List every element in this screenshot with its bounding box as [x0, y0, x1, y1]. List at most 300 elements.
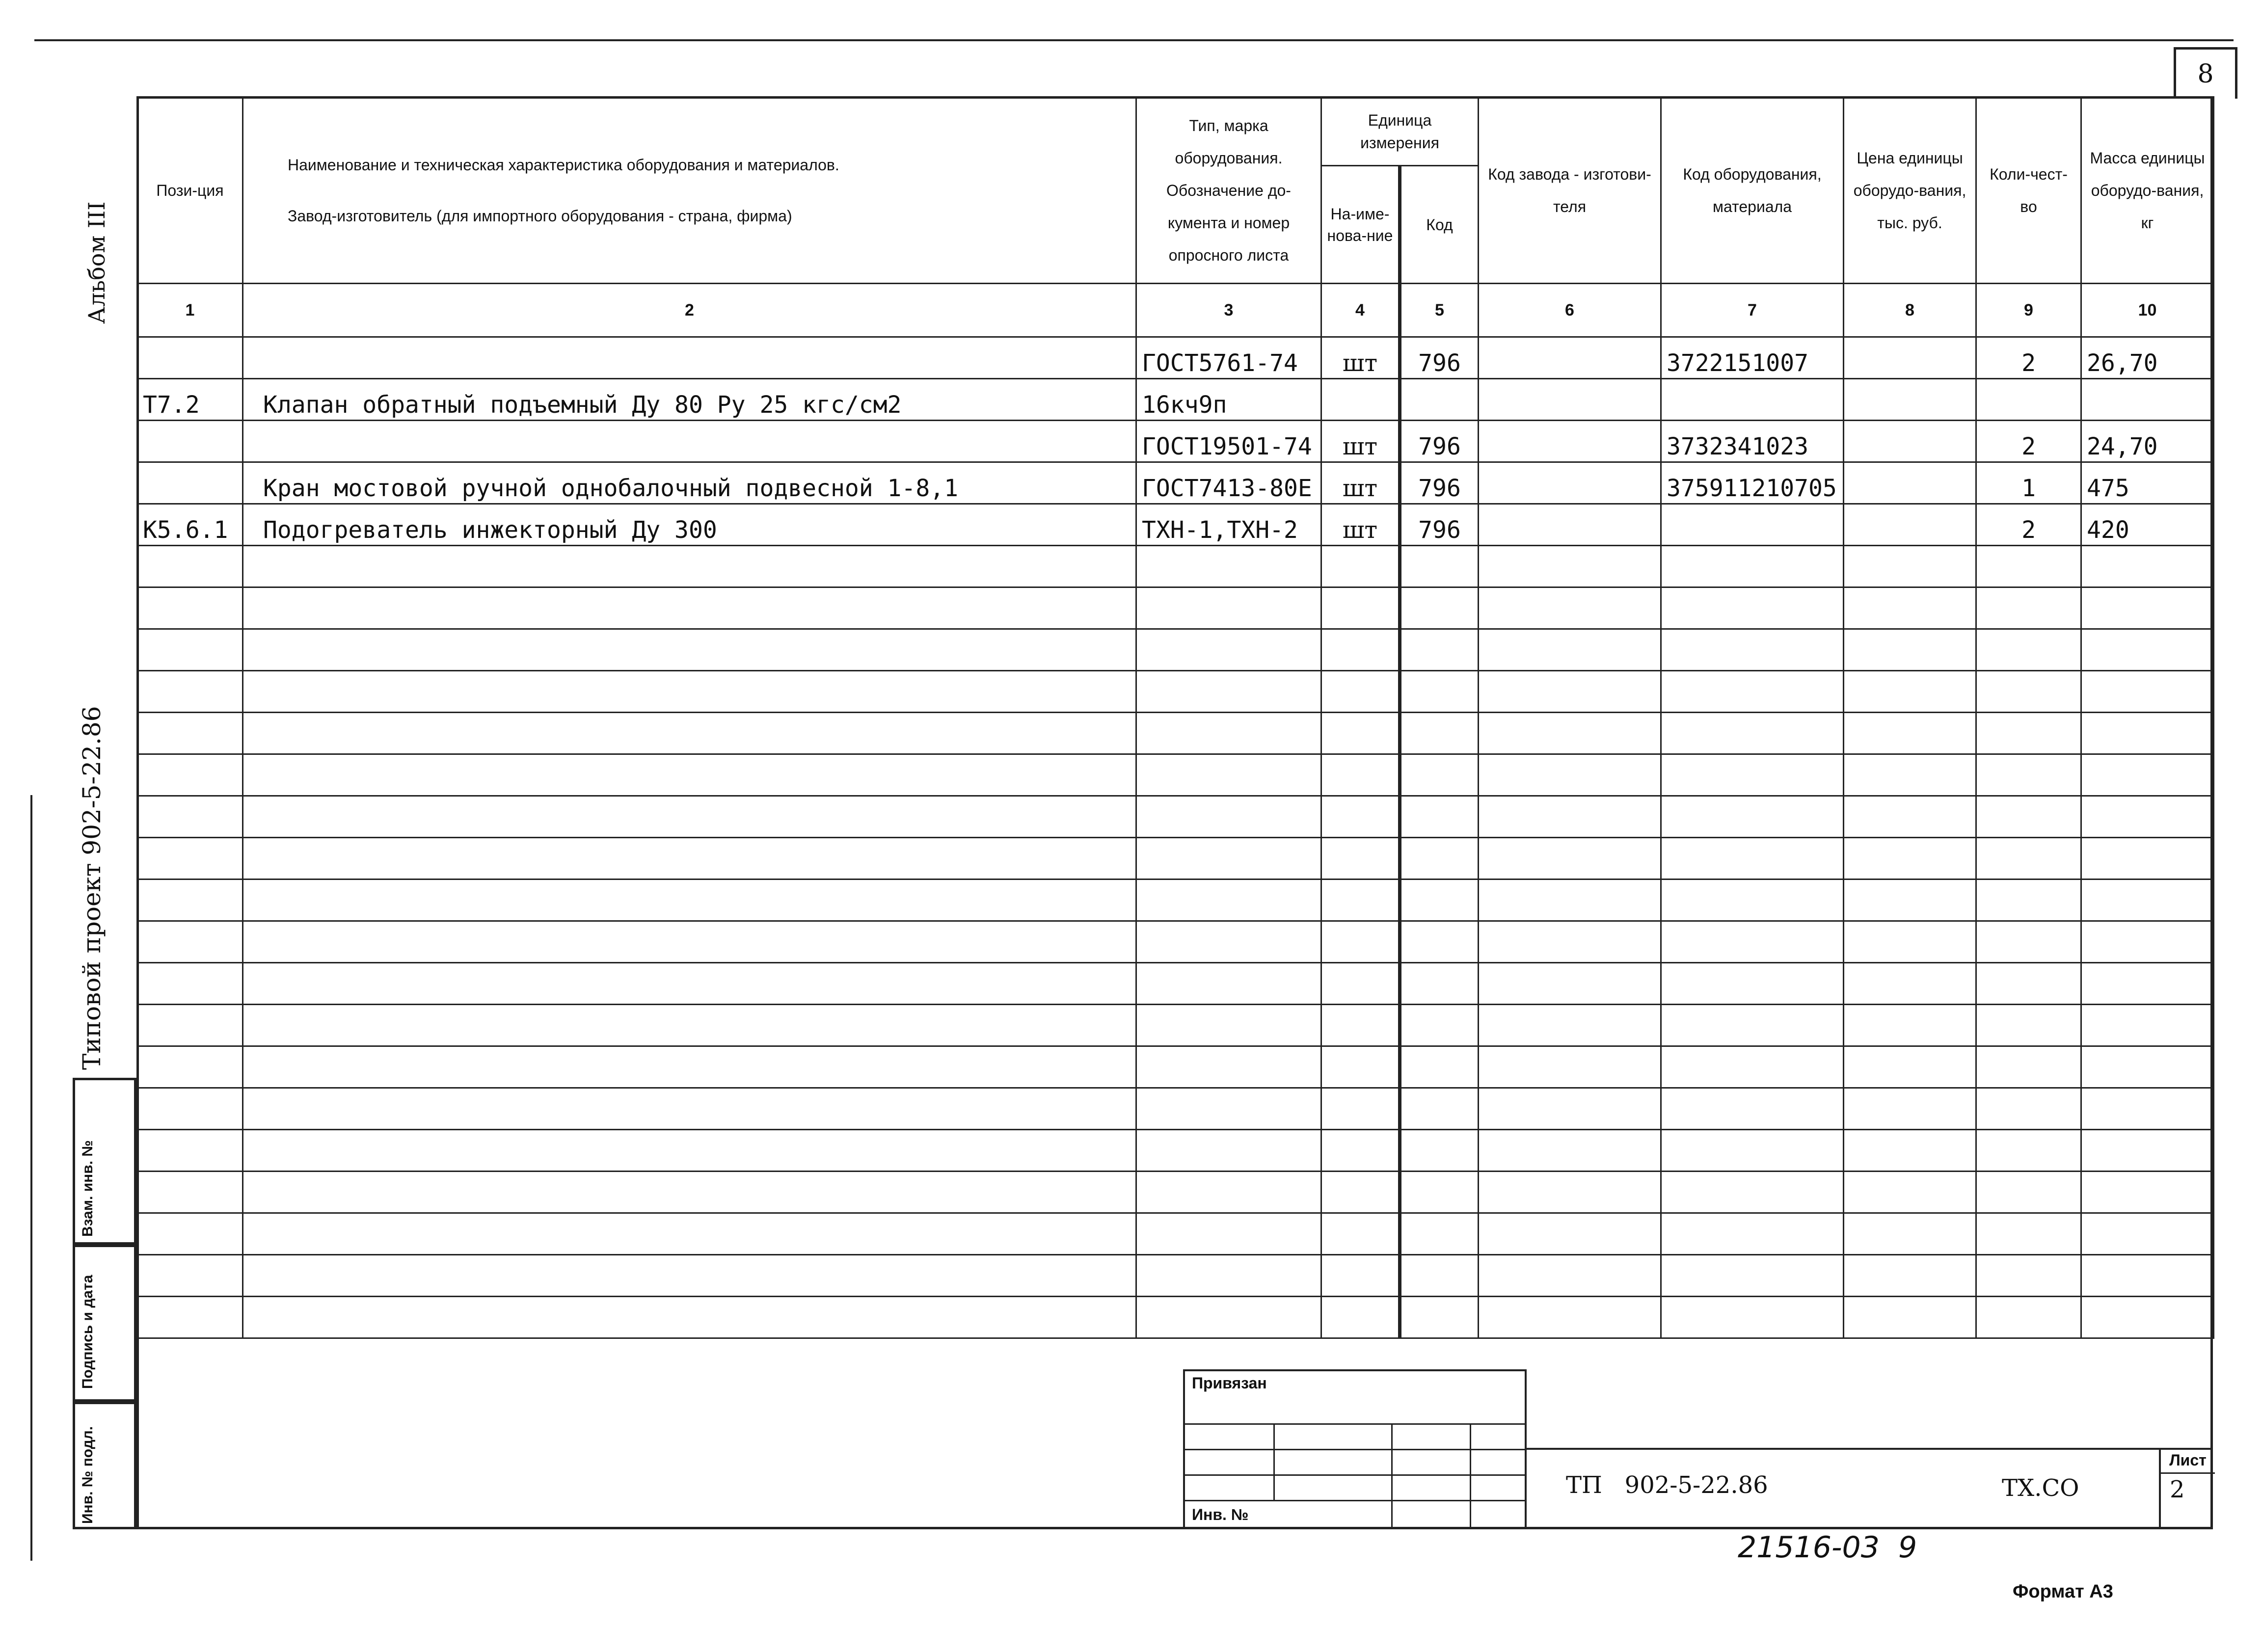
cell-name: Кран мостовой ручной однобалочный подвесной 1-8,1 — [243, 462, 1136, 504]
cell-factory — [1479, 337, 1661, 379]
cell-name — [243, 963, 1136, 1005]
left-margin-line — [30, 795, 32, 1561]
handwritten-number: 21516-03 9 — [1738, 1530, 1917, 1565]
cell-mass — [2081, 713, 2214, 754]
col-number: 6 — [1479, 284, 1661, 337]
cell-type — [1136, 921, 1321, 963]
cell-qty — [1976, 713, 2081, 754]
cell-price — [1844, 754, 1976, 796]
cell-price — [1844, 1172, 1976, 1213]
cell-mass — [2081, 1297, 2214, 1338]
cell-equip — [1661, 587, 1844, 629]
table-row — [137, 1130, 2214, 1172]
cell-pos — [137, 421, 243, 462]
cell-unit — [1321, 1130, 1400, 1172]
cell-unit — [1321, 754, 1400, 796]
cell-pos: Т7.2 — [137, 379, 243, 421]
cell-factory — [1479, 1213, 1661, 1255]
cell-unit — [1321, 587, 1400, 629]
cell-mass: 24,70 — [2081, 421, 2214, 462]
cell-name — [243, 421, 1136, 462]
cell-code — [1400, 1130, 1479, 1172]
cell-mass — [2081, 1046, 2214, 1088]
cell-price — [1844, 1130, 1976, 1172]
cell-code — [1400, 546, 1479, 587]
cell-code — [1400, 587, 1479, 629]
cell-factory — [1479, 1297, 1661, 1338]
cell-name — [243, 671, 1136, 713]
cell-type — [1136, 1213, 1321, 1255]
table-row — [137, 629, 2214, 671]
bound-stamp — [1183, 1369, 1527, 1529]
cell-qty — [1976, 629, 2081, 671]
cell-equip — [1661, 504, 1844, 546]
cell-type — [1136, 546, 1321, 587]
table-row — [137, 337, 2214, 379]
cell-unit — [1321, 713, 1400, 754]
cell-qty — [1976, 546, 2081, 587]
cell-code — [1400, 838, 1479, 879]
table-row — [137, 879, 2214, 921]
cell-qty — [1976, 921, 2081, 963]
cell-equip: 3722151007 — [1661, 337, 1844, 379]
cell-type — [1136, 1046, 1321, 1088]
cell-equip — [1661, 1046, 1844, 1088]
cell-pos — [137, 1255, 243, 1297]
cell-name — [243, 1088, 1136, 1130]
table-row — [137, 462, 2214, 504]
cell-pos — [137, 671, 243, 713]
cell-mass — [2081, 963, 2214, 1005]
cell-price — [1844, 963, 1976, 1005]
cell-equip — [1661, 713, 1844, 754]
cell-price — [1844, 504, 1976, 546]
cell-mass — [2081, 1088, 2214, 1130]
cell-equip — [1661, 963, 1844, 1005]
cell-name — [243, 1172, 1136, 1213]
table-row — [137, 379, 2214, 421]
cell-code — [1400, 629, 1479, 671]
cell-unit — [1321, 1213, 1400, 1255]
cell-qty: 2 — [1976, 504, 2081, 546]
cell-name — [243, 1130, 1136, 1172]
cell-type: ТХН-1,ТХН-2 — [1136, 504, 1321, 546]
cell-price — [1844, 629, 1976, 671]
cell-pos — [137, 337, 243, 379]
cell-price — [1844, 462, 1976, 504]
cell-unit: шт — [1321, 421, 1400, 462]
header-quantity: Коли-чест-во — [1976, 97, 2081, 284]
table-row — [137, 1255, 2214, 1297]
album-label: Альбом III — [83, 201, 110, 324]
cell-mass — [2081, 1255, 2214, 1297]
cell-price — [1844, 1088, 1976, 1130]
cell-unit — [1321, 1046, 1400, 1088]
cell-name — [243, 546, 1136, 587]
table-row — [137, 421, 2214, 462]
cell-mass — [2081, 838, 2214, 879]
cell-pos — [137, 1088, 243, 1130]
cell-unit: шт — [1321, 462, 1400, 504]
cell-type: ГОСТ7413-80Е — [1136, 462, 1321, 504]
cell-pos — [137, 1130, 243, 1172]
cell-factory — [1479, 671, 1661, 713]
cell-unit: шт — [1321, 337, 1400, 379]
cell-type — [1136, 879, 1321, 921]
cell-name — [243, 838, 1136, 879]
cell-pos — [137, 921, 243, 963]
cell-unit — [1321, 1088, 1400, 1130]
cell-name — [243, 1046, 1136, 1088]
cell-price — [1844, 1297, 1976, 1338]
cell-type — [1136, 671, 1321, 713]
inv-original-label: Инв. № подл. — [80, 1426, 96, 1524]
col-number: 9 — [1976, 284, 2081, 337]
cell-code — [1400, 921, 1479, 963]
cell-pos — [137, 838, 243, 879]
cell-type — [1136, 1172, 1321, 1213]
cell-equip — [1661, 546, 1844, 587]
table-row — [137, 546, 2214, 587]
col-number: 5 — [1400, 284, 1479, 337]
cell-pos — [137, 1005, 243, 1046]
cell-factory — [1479, 1172, 1661, 1213]
cell-factory — [1479, 921, 1661, 963]
cell-type — [1136, 1297, 1321, 1338]
cell-name — [243, 754, 1136, 796]
cell-code: 796 — [1400, 421, 1479, 462]
cell-type — [1136, 754, 1321, 796]
cell-qty — [1976, 838, 2081, 879]
page-number-box — [2174, 47, 2237, 99]
cell-equip — [1661, 838, 1844, 879]
cell-equip — [1661, 1255, 1844, 1297]
cell-code — [1400, 1005, 1479, 1046]
cell-type — [1136, 587, 1321, 629]
cell-pos — [137, 1046, 243, 1088]
table-row — [137, 1046, 2214, 1088]
cell-price — [1844, 921, 1976, 963]
sheet-label: Лист — [2161, 1448, 2215, 1474]
cell-factory — [1479, 796, 1661, 838]
cell-name: Подогреватель инжекторный Ду 300 — [243, 504, 1136, 546]
table-row — [137, 713, 2214, 754]
cell-type: ГОСТ19501-74 — [1136, 421, 1321, 462]
cell-qty — [1976, 1172, 2081, 1213]
cell-qty — [1976, 1005, 2081, 1046]
cell-price — [1844, 838, 1976, 879]
cell-unit — [1321, 379, 1400, 421]
cell-equip — [1661, 1088, 1844, 1130]
cell-pos: К5.6.1 — [137, 504, 243, 546]
cell-pos — [137, 1172, 243, 1213]
cell-type — [1136, 963, 1321, 1005]
cell-name — [243, 879, 1136, 921]
cell-code — [1400, 796, 1479, 838]
column-number-row — [137, 284, 2214, 337]
table-row — [137, 587, 2214, 629]
cell-mass — [2081, 1130, 2214, 1172]
cell-type — [1136, 1255, 1321, 1297]
cell-mass: 420 — [2081, 504, 2214, 546]
cell-equip — [1661, 1130, 1844, 1172]
cell-price — [1844, 421, 1976, 462]
cell-factory — [1479, 713, 1661, 754]
cell-pos — [137, 713, 243, 754]
header-unit-code: Код — [1400, 166, 1479, 284]
cell-factory — [1479, 421, 1661, 462]
cell-name — [243, 337, 1136, 379]
cell-price — [1844, 713, 1976, 754]
sheet-number-box — [2159, 1448, 2215, 1529]
table-row — [137, 921, 2214, 963]
cell-equip — [1661, 754, 1844, 796]
cell-pos — [137, 629, 243, 671]
table-row — [137, 796, 2214, 838]
cell-unit — [1321, 629, 1400, 671]
cell-factory — [1479, 1046, 1661, 1088]
cell-factory — [1479, 754, 1661, 796]
cell-qty — [1976, 1255, 2081, 1297]
bound-label: Привязан — [1192, 1374, 1267, 1392]
cell-price — [1844, 379, 1976, 421]
cell-equip — [1661, 921, 1844, 963]
cell-factory — [1479, 1255, 1661, 1297]
cell-name: Клапан обратный подъемный Ду 80 Ру 25 кгс/см2 — [243, 379, 1136, 421]
table-row — [137, 1005, 2214, 1046]
cell-price — [1844, 671, 1976, 713]
cell-qty — [1976, 963, 2081, 1005]
cell-price — [1844, 1046, 1976, 1088]
cell-pos — [137, 754, 243, 796]
cell-equip — [1661, 1297, 1844, 1338]
header-mass: Масса единицы оборудо-вания, кг — [2081, 97, 2214, 284]
cell-pos — [137, 1297, 243, 1338]
cell-name — [243, 587, 1136, 629]
cell-code — [1400, 754, 1479, 796]
cell-mass — [2081, 629, 2214, 671]
cell-mass — [2081, 1005, 2214, 1046]
cell-equip — [1661, 1172, 1844, 1213]
document-mark: ТХ.СО — [2002, 1474, 2079, 1502]
header-price: Цена единицы оборудо-вания, тыс. руб. — [1844, 97, 1976, 284]
cell-pos — [137, 796, 243, 838]
table-row — [137, 504, 2214, 546]
cell-type — [1136, 629, 1321, 671]
cell-name — [243, 1005, 1136, 1046]
cell-qty — [1976, 379, 2081, 421]
cell-equip — [1661, 671, 1844, 713]
cell-pos — [137, 587, 243, 629]
cell-price — [1844, 796, 1976, 838]
table-row — [137, 1088, 2214, 1130]
cell-pos — [137, 1213, 243, 1255]
cell-mass — [2081, 879, 2214, 921]
cell-qty: 2 — [1976, 337, 2081, 379]
cell-code: 796 — [1400, 462, 1479, 504]
cell-mass: 26,70 — [2081, 337, 2214, 379]
cell-type — [1136, 1088, 1321, 1130]
cell-type — [1136, 796, 1321, 838]
header-name-line2: Завод-изготовитель (для импортного оборудования - страна, фирма) — [288, 207, 792, 225]
cell-name — [243, 1213, 1136, 1255]
table-row — [137, 1297, 2214, 1338]
table-row — [137, 754, 2214, 796]
cell-price — [1844, 1213, 1976, 1255]
cell-name — [243, 796, 1136, 838]
cell-price — [1844, 879, 1976, 921]
cell-type — [1136, 1005, 1321, 1046]
cell-equip — [1661, 1213, 1844, 1255]
cell-unit — [1321, 1255, 1400, 1297]
top-border-line — [34, 39, 2234, 41]
cell-unit — [1321, 546, 1400, 587]
cell-code — [1400, 963, 1479, 1005]
document-code: ТП 902-5-22.86 — [1566, 1471, 1768, 1499]
header-type: Тип, марка оборудования. Обозначение до-кумента и номер опросного листа — [1136, 97, 1321, 284]
cell-unit — [1321, 838, 1400, 879]
cell-pos — [137, 963, 243, 1005]
cell-qty — [1976, 1088, 2081, 1130]
cell-qty: 1 — [1976, 462, 2081, 504]
cell-mass — [2081, 671, 2214, 713]
col-number: 3 — [1136, 284, 1321, 337]
cell-price — [1844, 1255, 1976, 1297]
cell-code — [1400, 671, 1479, 713]
cell-qty — [1976, 754, 2081, 796]
cell-qty: 2 — [1976, 421, 2081, 462]
cell-unit — [1321, 1297, 1400, 1338]
cell-factory — [1479, 546, 1661, 587]
cell-code: 796 — [1400, 504, 1479, 546]
cell-name — [243, 1255, 1136, 1297]
cell-type — [1136, 838, 1321, 879]
inv-exchange-label: Взам. инв. № — [80, 1140, 96, 1237]
col-number: 7 — [1661, 284, 1844, 337]
cell-code — [1400, 1255, 1479, 1297]
header-unit-group: Единица измерения — [1321, 97, 1479, 166]
cell-mass: 475 — [2081, 462, 2214, 504]
signature-date-label: Подпись и дата — [80, 1275, 96, 1389]
cell-price — [1844, 337, 1976, 379]
cell-code — [1400, 1297, 1479, 1338]
cell-factory — [1479, 629, 1661, 671]
table-row — [137, 963, 2214, 1005]
cell-code — [1400, 1172, 1479, 1213]
cell-mass — [2081, 546, 2214, 587]
cell-factory — [1479, 462, 1661, 504]
cell-mass — [2081, 921, 2214, 963]
cell-equip — [1661, 879, 1844, 921]
cell-qty — [1976, 1130, 2081, 1172]
cell-code — [1400, 1088, 1479, 1130]
cell-mass — [2081, 587, 2214, 629]
cell-qty — [1976, 671, 2081, 713]
cell-pos — [137, 879, 243, 921]
cell-unit — [1321, 963, 1400, 1005]
specification-table — [136, 96, 2214, 1339]
cell-pos — [137, 462, 243, 504]
cell-equip — [1661, 379, 1844, 421]
col-number: 10 — [2081, 284, 2214, 337]
table-row — [137, 838, 2214, 879]
cell-qty — [1976, 1297, 2081, 1338]
cell-factory — [1479, 1130, 1661, 1172]
col-number: 8 — [1844, 284, 1976, 337]
cell-qty — [1976, 879, 2081, 921]
header-unit-name: На-име-нова-ние — [1321, 166, 1400, 284]
table-row — [137, 671, 2214, 713]
cell-type: 16кч9п — [1136, 379, 1321, 421]
table-row — [137, 1172, 2214, 1213]
page-number: 8 — [2197, 59, 2214, 89]
header-factory-code: Код завода - изготови-теля — [1479, 97, 1661, 284]
cell-code — [1400, 379, 1479, 421]
cell-code: 796 — [1400, 337, 1479, 379]
cell-code — [1400, 879, 1479, 921]
project-label: Типовой проект 902-5-22.86 — [78, 706, 106, 1070]
header-equipment-code: Код оборудования, материала — [1661, 97, 1844, 284]
cell-unit — [1321, 921, 1400, 963]
cell-factory — [1479, 1088, 1661, 1130]
cell-unit — [1321, 671, 1400, 713]
cell-pos — [137, 546, 243, 587]
cell-unit — [1321, 1172, 1400, 1213]
header-name-line1: Наименование и техническая характеристика оборудования и материалов. — [288, 156, 839, 174]
cell-mass — [2081, 1172, 2214, 1213]
cell-equip: 375911210705 — [1661, 462, 1844, 504]
cell-factory — [1479, 963, 1661, 1005]
cell-price — [1844, 546, 1976, 587]
cell-type — [1136, 1130, 1321, 1172]
cell-unit — [1321, 1005, 1400, 1046]
col-number: 1 — [137, 284, 243, 337]
cell-type — [1136, 713, 1321, 754]
format-label: Формат А3 — [2013, 1581, 2113, 1602]
cell-equip — [1661, 1005, 1844, 1046]
cell-unit — [1321, 879, 1400, 921]
cell-qty — [1976, 796, 2081, 838]
cell-factory — [1479, 379, 1661, 421]
cell-name — [243, 1297, 1136, 1338]
cell-type: ГОСТ5761-74 — [1136, 337, 1321, 379]
cell-mass — [2081, 796, 2214, 838]
cell-qty — [1976, 1046, 2081, 1088]
cell-factory — [1479, 838, 1661, 879]
cell-mass — [2081, 754, 2214, 796]
col-number: 4 — [1321, 284, 1400, 337]
cell-price — [1844, 1005, 1976, 1046]
inv-no-label: Инв. № — [1192, 1506, 1249, 1523]
table-row — [137, 1213, 2214, 1255]
cell-name — [243, 629, 1136, 671]
cell-equip: 3732341023 — [1661, 421, 1844, 462]
cell-factory — [1479, 587, 1661, 629]
cell-name — [243, 713, 1136, 754]
sheet-number: 2 — [2170, 1476, 2185, 1503]
cell-price — [1844, 587, 1976, 629]
cell-code — [1400, 713, 1479, 754]
cell-code — [1400, 1046, 1479, 1088]
col-number: 2 — [243, 284, 1136, 337]
cell-code — [1400, 1213, 1479, 1255]
cell-qty — [1976, 1213, 2081, 1255]
header-position: Пози-ция — [137, 97, 243, 284]
cell-factory — [1479, 1005, 1661, 1046]
cell-mass — [2081, 379, 2214, 421]
cell-unit: шт — [1321, 504, 1400, 546]
cell-mass — [2081, 1213, 2214, 1255]
